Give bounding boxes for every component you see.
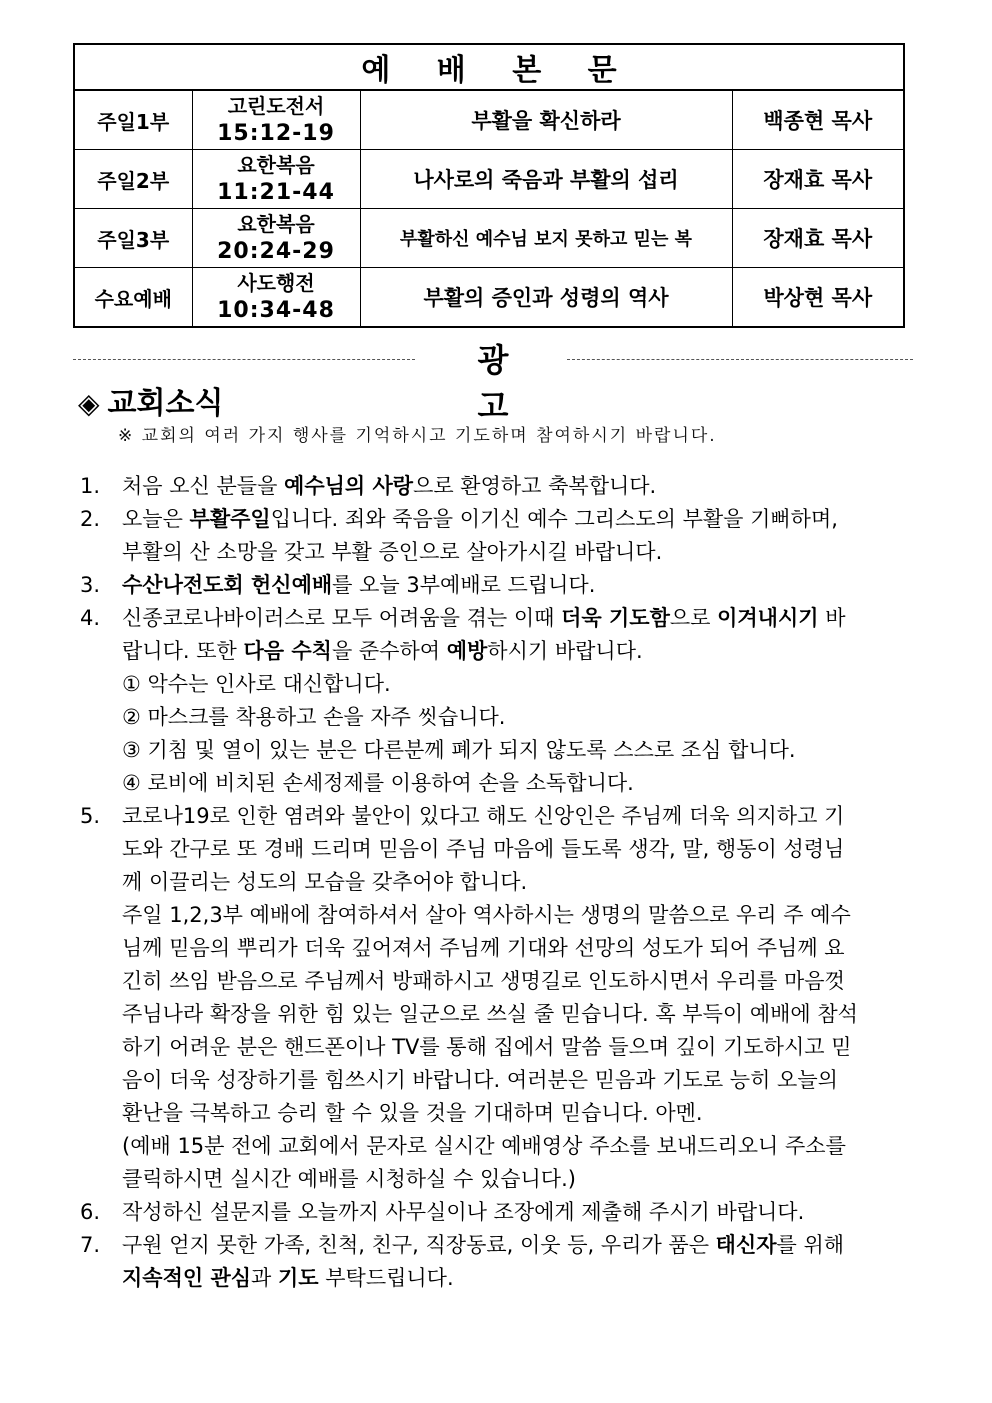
scripture-verse: 15:12-19 xyxy=(217,121,335,146)
item-emphasis: 다음 수칙 xyxy=(243,639,332,663)
item-emphasis: 부활주일 xyxy=(189,507,271,531)
service-name: 주일1부 xyxy=(74,90,192,150)
item-emphasis: 이겨내시기 xyxy=(717,606,819,630)
announcement-item xyxy=(80,1229,860,1295)
announcement-list xyxy=(80,470,860,1295)
sermon-title: 부활하신 예수님 보지 못하고 믿는 복 xyxy=(360,209,732,268)
item-emphasis: 지속적인 관심 xyxy=(122,1266,252,1290)
item-text: 을 준수하여 xyxy=(331,639,447,663)
item-text: 오늘은 xyxy=(122,507,190,531)
scripture-book: 요한복음 xyxy=(237,153,315,177)
announcement-item xyxy=(80,470,860,503)
scripture-book: 고린도전서 xyxy=(227,94,325,118)
preacher: 장재효 목사 xyxy=(732,209,904,268)
item-text: 부탁드립니다. xyxy=(318,1266,454,1290)
scripture-verse: 10:34-48 xyxy=(217,298,335,323)
item-paragraph: 주일 1,2,3부 예배에 참여하셔서 살아 역사하시는 생명의 말씀으로 우리 주 예수님께 믿음의 뿌리가 더욱 깊어져서 주님께 기대와 선망의 성도가 되어 주님께 요긴히 쓰임 받음으로 주님께서 방패하시고 생명길로 인도하시면서 우리를 마음껏 주님나라 확장을 위한 힘 있는 일군으로 쓰실 줄 믿습니다. 혹 부득이 예배에 참석하기 어려운 분은 핸드폰이나 TV를 통해 집에서 말씀 들으며 깊이 기도하시고 믿음이 더욱 성장하기를 힘쓰시기 바랍니다. 여러분은 믿음과 기도로 능히 오늘의 환난을 극복하고 승리 할 수 있을 것을 기대하며 믿습니다. 아멘. xyxy=(122,903,858,1125)
item-number: 5. xyxy=(80,804,101,828)
scripture-ref xyxy=(192,150,360,209)
announcement-item xyxy=(80,1196,860,1229)
item-number: 4. xyxy=(80,606,101,630)
scripture-ref xyxy=(192,90,360,150)
dashed-divider xyxy=(73,359,415,360)
item-number: 1. xyxy=(80,474,101,498)
item-text: 구원 얻지 못한 가족, 친척, 친구, 직장동료, 이웃 등, 우리가 품은 xyxy=(122,1233,716,1257)
item-text: 으로 환영하고 축복합니다. xyxy=(413,474,657,498)
worship-row xyxy=(74,150,904,209)
item-text: 하시기 바랍니다. xyxy=(487,639,643,663)
item-number: 7. xyxy=(80,1233,101,1257)
service-name: 주일2부 xyxy=(74,150,192,209)
announcement-item xyxy=(80,800,860,1196)
preacher: 백종현 목사 xyxy=(732,90,904,150)
section-title-text: 교회소식 xyxy=(107,386,224,421)
item-text: 처음 오신 분들을 xyxy=(122,474,285,498)
section-title xyxy=(78,378,223,422)
worship-row xyxy=(74,268,904,328)
service-name: 수요예배 xyxy=(74,268,192,328)
service-name: 주일3부 xyxy=(74,209,192,268)
announcement-item xyxy=(80,503,860,569)
sermon-title: 부활을 확신하라 xyxy=(360,90,732,150)
item-emphasis: 예수님의 사랑 xyxy=(284,474,414,498)
scripture-ref xyxy=(192,268,360,328)
scripture-verse: 11:21-44 xyxy=(217,180,335,205)
section-note: ※ 교회의 여러 가지 행사를 기억하시고 기도하며 참여하시기 바랍니다. xyxy=(118,426,717,446)
preacher: 장재효 목사 xyxy=(732,150,904,209)
rule-item: ④ 로비에 비치된 손세정제를 이용하여 손을 소독합니다. xyxy=(122,771,634,795)
item-paragraph: (예배 15분 전에 교회에서 문자로 실시간 예배영상 주소를 보내드리오니 주소를 클릭하시면 실시간 예배를 시청하실 수 있습니다.) xyxy=(122,1134,846,1191)
announcement-item xyxy=(80,602,860,800)
item-emphasis: 더욱 기도함 xyxy=(561,606,670,630)
item-number: 2. xyxy=(80,507,101,531)
item-emphasis: 태신자 xyxy=(715,1233,777,1257)
scripture-book: 사도행전 xyxy=(237,271,315,295)
worship-row xyxy=(74,209,904,268)
item-number: 6. xyxy=(80,1200,101,1224)
item-text: 를 위해 xyxy=(776,1233,845,1257)
item-text: 바랍니다. 또한 xyxy=(122,606,846,663)
rule-item: ③ 기침 및 열이 있는 분은 다른분께 폐가 되지 않도록 스스로 조심 합니다. xyxy=(122,738,796,762)
scripture-verse: 20:24-29 xyxy=(217,239,335,264)
rule-item: ① 악수는 인사로 대신합니다. xyxy=(122,672,391,696)
item-text: 를 오늘 3부예배로 드립니다. xyxy=(332,573,596,597)
worship-table-title: 예 배 본 문 xyxy=(74,44,904,90)
item-text: 으로 xyxy=(669,606,718,630)
item-emphasis: 수산나전도회 헌신예배 xyxy=(122,573,333,597)
scripture-book: 요한복음 xyxy=(237,212,315,236)
item-emphasis: 예방 xyxy=(446,639,488,663)
item-number: 3. xyxy=(80,573,101,597)
item-text: 신종코로나바이러스로 모두 어려움을 겪는 이때 xyxy=(122,606,562,630)
preacher: 박상현 목사 xyxy=(732,268,904,328)
worship-table xyxy=(73,43,905,328)
item-text: 과 xyxy=(251,1266,278,1290)
item-text: 작성하신 설문지를 오늘까지 사무실이나 조장에게 제출해 주시기 바랍니다. xyxy=(122,1200,805,1224)
announcement-item xyxy=(80,569,860,602)
rule-item: ② 마스크를 착용하고 손을 자주 씻습니다. xyxy=(122,705,506,729)
item-emphasis: 기도 xyxy=(278,1266,319,1290)
item-paragraph: 코로나19로 인한 염려와 불안이 있다고 해도 신앙인은 주님께 더욱 의지하고 기도와 간구로 또 경배 드리며 믿음이 주님 마음에 들도록 생각, 말, 행동이 성령님께 이끌리는 성도의 모습을 갖추어야 합니다. xyxy=(122,804,845,894)
scripture-ref xyxy=(192,209,360,268)
item-text: 입니다. 죄와 죽음을 이기신 예수 그리스도의 부활을 기뻐하며, 부활의 산 소망을 갖고 부활 증인으로 살아가시길 바랍니다. xyxy=(122,507,838,564)
sermon-title: 나사로의 죽음과 부활의 섭리 xyxy=(360,150,732,209)
worship-row xyxy=(74,90,904,150)
dashed-divider xyxy=(567,359,913,360)
sermon-title: 부활의 증인과 성령의 역사 xyxy=(360,268,732,328)
announcement-heading-label: 광 고 xyxy=(477,341,549,425)
diamond-bullet-icon: ◈ xyxy=(78,387,100,420)
